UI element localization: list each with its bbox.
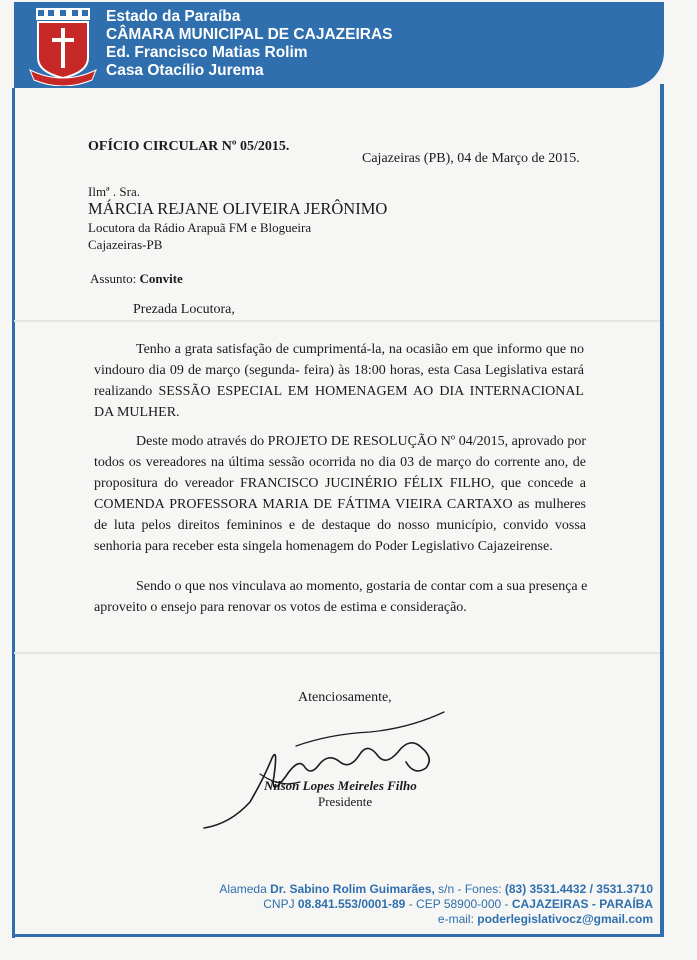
text-line: Tenho a grata satisfação de cumprimentá-la, na ocasião em que informo que no [136, 342, 584, 357]
text-line: senhoria para receber esta singela homenagem do Poder Legislativo Cajazeirense. [94, 539, 553, 554]
subject-label: Assunto: [90, 271, 137, 286]
building-name: Ed. Francisco Matias Rolim [106, 44, 308, 61]
paragraph-resolution [94, 431, 586, 557]
chamber-name: CÂMARA MUNICIPAL DE CAJAZEIRAS [106, 26, 393, 43]
footer-address-prefix: Alameda [219, 882, 271, 896]
greeting: Prezada Locutora, [133, 302, 235, 317]
text-line: vindouro dia 09 de março (segunda- feira) às 18:00 horas, esta Casa Legislativa estará [94, 363, 584, 378]
paper-fold-line [14, 320, 660, 322]
footer-address [219, 882, 653, 896]
paper-fold-line [14, 652, 660, 654]
frame-left-border [12, 88, 15, 938]
municipal-crest-icon [28, 6, 98, 86]
recipient-city: Cajazeiras-PB [88, 237, 163, 252]
text-line: propositura do vereador FRANCISCO JUCINÉRIO FÉLIX FILHO, que concede a [94, 476, 586, 491]
footer-cnpj-label: CNPJ [263, 897, 298, 911]
footer-city: CAJAZEIRAS - PARAÍBA [511, 897, 653, 911]
signer-name: Nilson Lopes Meireles Filho [264, 778, 417, 793]
house-name: Casa Otacílio Jurema [106, 62, 264, 79]
state-name: Estado da Paraíba [106, 8, 241, 25]
text-line: de luta pelos direitos femininos e de destaque do nosso município, convido vossa [94, 518, 586, 533]
text-line: Deste modo através do PROJETO DE RESOLUÇÃO Nº 04/2015, aprovado por [136, 434, 586, 449]
salutation-title: Ilmª . Sra. [88, 184, 140, 199]
letterhead-text [106, 8, 392, 80]
subject-line [90, 271, 183, 287]
text-line: todos os vereadores na última sessão ocorrida no dia 03 de março do corrente ano, de [94, 455, 586, 470]
footer-registration [263, 897, 653, 911]
text-line: DA MULHER. [94, 405, 180, 420]
paragraph-closing [94, 576, 586, 618]
text-line: Sendo o que nos vinculava ao momento, gostaria de contar com a sua presença e [136, 579, 588, 594]
footer-phones-label: s/n - Fones: [434, 882, 505, 896]
text-line: aproveito o ensejo para renovar os votos de estima e consideração. [94, 600, 467, 615]
text-line: realizando SESSÃO ESPECIAL EM HOMENAGEM AO DIA INTERNACIONAL [94, 384, 584, 399]
footer-cnpj: 08.841.553/0001-89 [297, 897, 406, 911]
recipient-name: MÁRCIA REJANE OLIVEIRA JERÔNIMO [88, 199, 388, 218]
footer-phones: (83) 3531.4432 / 3531.3710 [504, 882, 653, 896]
text-line: COMENDA PROFESSORA MARIA DE FÁTIMA VIEIRA CARTAXO as mulheres [94, 497, 586, 512]
handwritten-signature-icon [200, 706, 460, 836]
paragraph-invitation [94, 339, 584, 423]
footer-contact [438, 912, 653, 926]
place-date: Cajazeiras (PB), 04 de Março de 2015. [362, 151, 580, 166]
recipient-role: Locutora da Rádio Arapuã FM e Blogueira [88, 220, 312, 235]
letter-reference: OFÍCIO CIRCULAR Nº 05/2015. [88, 139, 290, 154]
footer-email-label: e-mail: [437, 912, 478, 926]
subject-value: Convite [139, 271, 183, 286]
footer-cep: - CEP 58900-000 - [405, 897, 512, 911]
closing-phrase: Atenciosamente, [298, 690, 392, 705]
frame-bottom-border [12, 934, 664, 937]
frame-right-border [660, 84, 664, 934]
footer-street: Dr. Sabino Rolim Guimarães, [270, 882, 435, 896]
signer-role: Presidente [318, 794, 373, 809]
footer-email[interactable]: poderlegislativocz@gmail.com [477, 912, 653, 926]
